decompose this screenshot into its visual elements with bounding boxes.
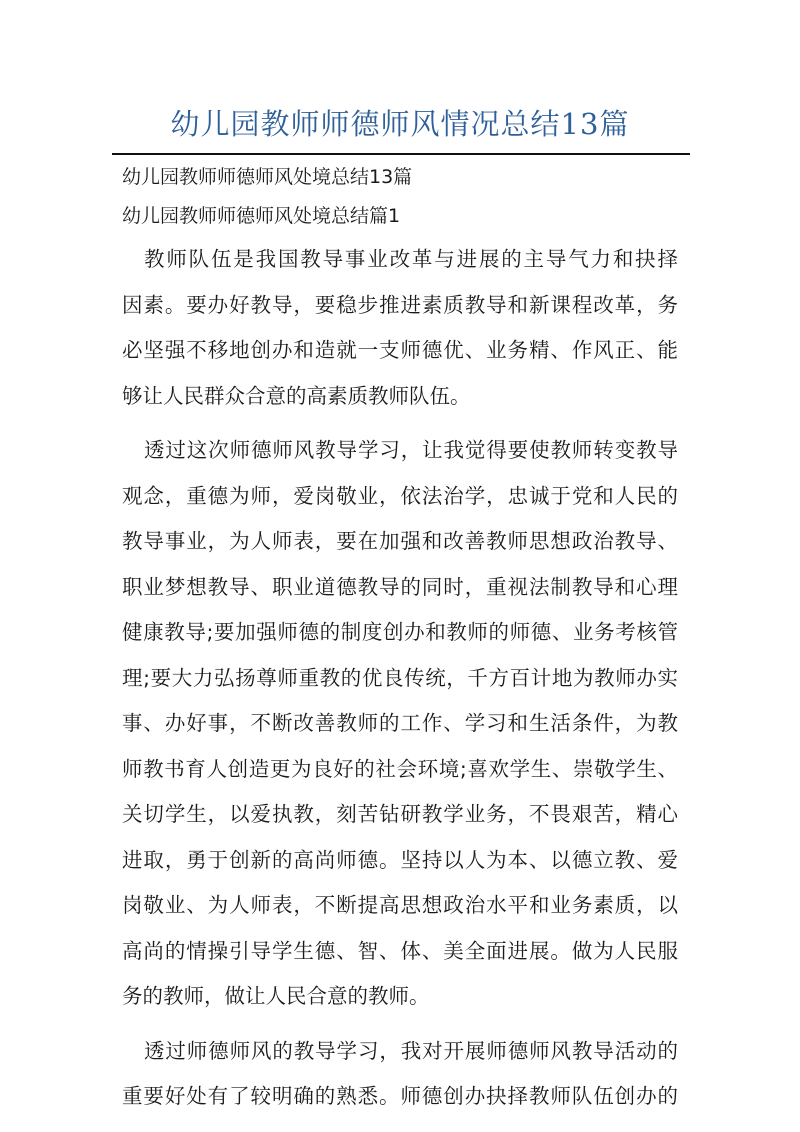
subtitle-line: 幼儿园教师师德师风处境总结13篇 [122,166,413,188]
paragraph-line: 关切学生，以爱执教，刻苦钻研教学业务，不畏艰苦，精心 [122,802,678,826]
section-heading: 幼儿园教师师德师风处境总结篇1 [122,205,401,227]
paragraph-line: 教师队伍是我国教导事业改革与进展的主导气力和抉择 [144,247,678,271]
paragraph-line: 务的教师，做让人民合意的教师。 [122,984,430,1008]
paragraph-line: 重要好处有了较明确的熟悉。师德创办抉择教师队伍创办的 [122,1084,678,1108]
paragraph-line: 高尚的情操引导学生德、智、体、美全面进展。做为人民服 [122,938,678,963]
paragraph-line: 因素。要办好教导，要稳步推进素质教导和新课程改革，务 [122,292,678,317]
paragraph-line: 进取，勇于创新的高尚师德。坚持以人为本、以德立教、爱 [122,847,678,872]
paragraph-line: 师教书育人创造更为良好的社会环境;喜欢学生、崇敬学生、 [122,756,678,781]
paragraph-line: 岗敬业、为人师表，不断提高思想政治水平和业务素质，以 [122,893,678,917]
paragraph-line: 透过师德师风的教导学习，我对开展师德师风教导活动的 [144,1038,678,1063]
paragraph-line: 观念，重德为师，爱岗敬业，依法治学，忠诚于党和人民的 [122,483,678,508]
title-divider [112,153,690,155]
paragraph-line: 透过这次师德师风教导学习，让我觉得要使教师转变教导 [144,438,678,462]
document-title: 幼儿园教师师德师风情况总结13篇 [170,107,630,141]
paragraph-line: 健康教导;要加强师德的制度创办和教师的师德、业务考核管 [122,620,678,644]
paragraph-line: 事、办好事，不断改善教师的工作、学习和生活条件，为教 [122,711,678,735]
paragraph-line: 必坚强不移地创办和造就一支师德优、业务精、作风正、能 [122,338,678,362]
paragraph-line: 职业梦想教导、职业道德教导的同时，重视法制教导和心理 [122,574,678,599]
paragraph-line: 理;要大力弘扬尊师重教的优良传统，千方百计地为教师办实 [122,665,678,690]
paragraph-line: 教导事业，为人师表，要在加强和改善教师思想政治教导、 [122,529,678,553]
paragraph-line: 够让人民群众合意的高素质教师队伍。 [122,383,471,408]
